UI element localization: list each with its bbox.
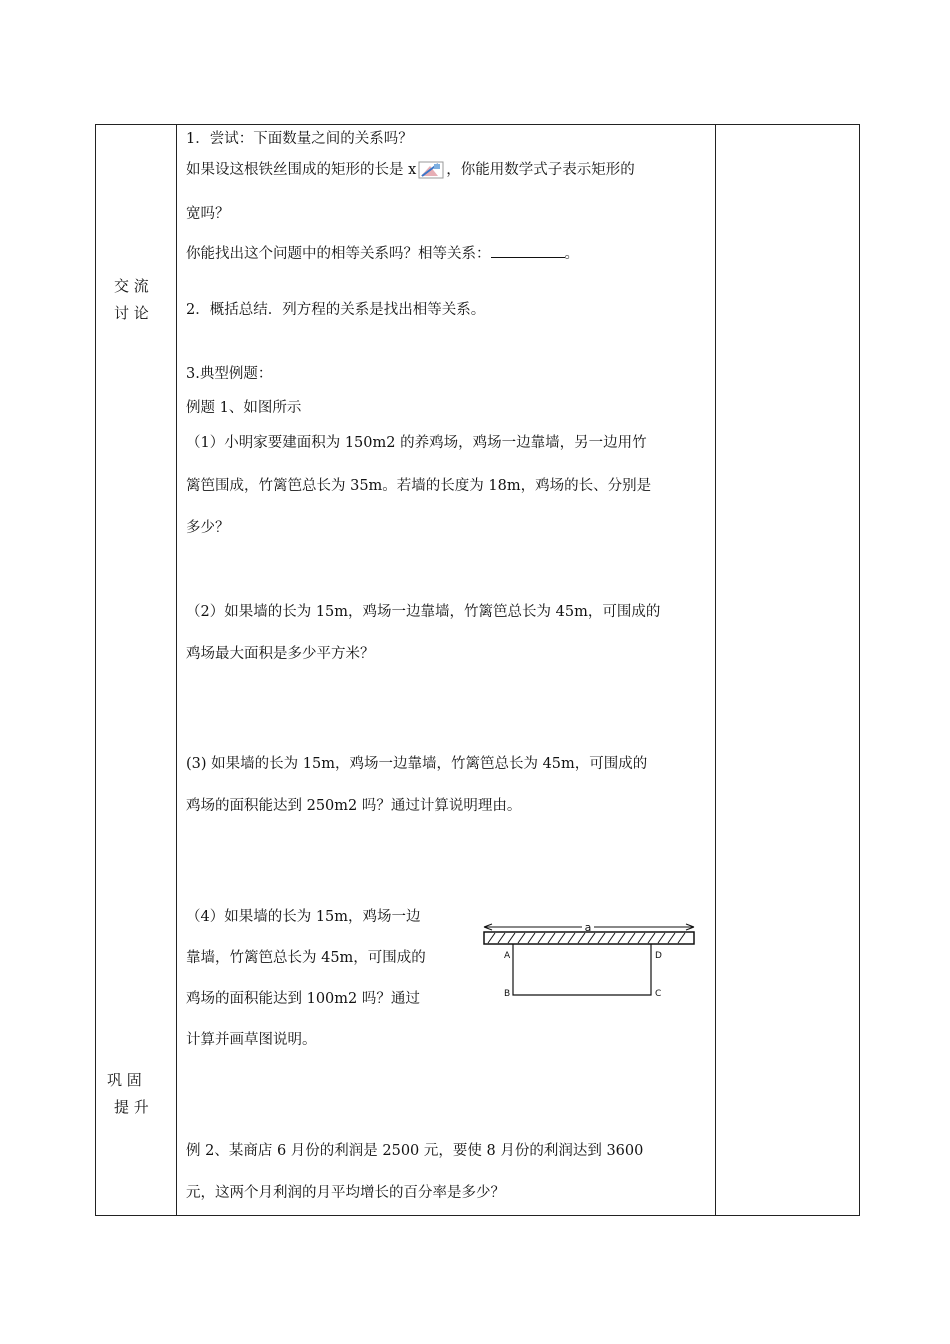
vertex-label-c: C (655, 989, 662, 999)
vertex-label-a: A (504, 951, 511, 961)
text-line: （2）如果墙的长为 15m，鸡场一边靠墙，竹篱笆总长为 45m，可围成的 (186, 604, 661, 620)
section-label-line: 讨 论 (114, 304, 149, 322)
wall-length-label: a (584, 921, 592, 934)
text-line: 鸡场的面积能达到 250m2 吗？通过计算说明理由。 (186, 798, 522, 814)
column-divider-2 (715, 125, 716, 1215)
section-label-line: 巩 固 (107, 1071, 142, 1089)
section-label-discussion (114, 273, 149, 327)
text-line: 宽吗？ (186, 206, 230, 222)
lesson-table (95, 124, 860, 1216)
text-line: 例 2、某商店 6 月份的利润是 2500 元，要使 8 月份的利润达到 3600 (186, 1143, 644, 1159)
section-label-line: 提 升 (114, 1098, 149, 1116)
vertex-label-b: B (504, 989, 511, 999)
wall-hatching (488, 933, 685, 943)
text-line: 元，这两个月利润的月平均增长的百分率是多少？ (186, 1185, 505, 1201)
text-line: 鸡场最大面积是多少平方米？ (186, 646, 375, 662)
text-line (186, 160, 635, 180)
text-line: 3.典型例题： (186, 366, 273, 382)
text-line: 鸡场的面积能达到 100m2 吗？通过 (186, 991, 420, 1007)
text-line (186, 243, 579, 264)
section-label-line: 交 流 (114, 277, 149, 295)
section-label-consolidate (107, 1067, 149, 1121)
text-line: （4）如果墙的长为 15m，鸡场一边 (186, 909, 421, 925)
text-fragment: ，你能用数学式子表示矩形的 (446, 162, 635, 178)
fence (513, 944, 651, 995)
text-line: 2．概括总结．列方程的关系是找出相等关系。 (186, 302, 486, 318)
answer-blank (491, 243, 565, 258)
text-line: (3) 如果墙的长为 15m，鸡场一边靠墙，竹篱笆总长为 45m，可围成的 (186, 756, 648, 772)
text-line: （1）小明家要建面积为 150m2 的养鸡场，鸡场一边靠墙，另一边用竹 (186, 435, 647, 451)
text-line: 篱笆围成，竹篱笆总长为 35m。若墙的长度为 18m，鸡场的长、分别是 (186, 478, 652, 494)
text-fragment: 如果设这根铁丝围成的矩形的长是 x (186, 162, 417, 178)
text-line: 例题 1、如图所示 (186, 400, 302, 416)
text-line: 计算并画草图说明。 (186, 1032, 317, 1048)
text-fragment: 。 (564, 246, 579, 262)
text-line: 1．尝试：下面数量之间的关系吗？ (186, 131, 413, 147)
text-line: 靠墙，竹篱笆总长为 45m，可围成的 (186, 950, 426, 966)
vertex-label-d: D (655, 951, 662, 961)
text-line: 多少？ (186, 520, 230, 536)
broken-image-icon (418, 161, 444, 179)
column-divider-1 (176, 125, 177, 1215)
text-fragment: 你能找出这个问题中的相等关系吗？相等关系： (186, 246, 491, 262)
chicken-coop-diagram (478, 918, 702, 1002)
